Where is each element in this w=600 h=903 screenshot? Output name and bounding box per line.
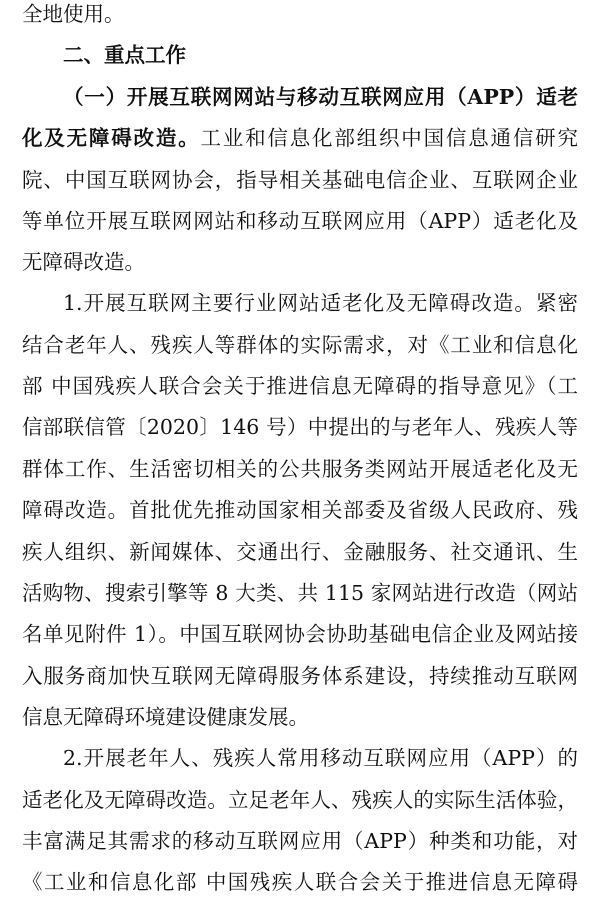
item-2-line: 2.开展老年人、残疾人常用移动互联网应用（APP）的 [63, 746, 578, 770]
body-line: 结合老年人、残疾人等群体的实际需求，对《工业和信息化 [22, 333, 578, 357]
body-line: 部 中国残疾人联合会关于推进信息无障碍的指导意见》（工 [22, 374, 578, 398]
paragraph-tail-line: 全地使用。 [22, 2, 125, 26]
body-line: 信部联信管〔2020〕146 号）中提出的与老年人、残疾人等 [22, 415, 578, 439]
subsection-heading-line-1: （一）开展互联网网站与移动互联网应用（APP）适老 [63, 85, 578, 109]
subsection-heading-continuation: 化及无障碍改造。 [22, 126, 201, 150]
body-line: 疾人组织、新闻媒体、交通出行、金融服务、社交通讯、生 [22, 540, 578, 564]
body-line: 名单见附件 1）。中国互联网协会协助基础电信企业及网站接 [22, 622, 578, 646]
body-line: 信息无障碍环境建设健康发展。 [22, 705, 309, 729]
body-line: 《工业和信息化部 中国残疾人联合会关于推进信息无障碍 [22, 870, 578, 894]
body-line: 无障碍改造。 [22, 250, 145, 274]
body-line: 活购物、搜索引擎等 8 大类、共 115 家网站进行改造（网站 [22, 581, 578, 605]
body-line: 丰富满足其需求的移动互联网应用（APP）种类和功能，对 [22, 829, 578, 853]
body-line: 适老化及无障碍改造。立足老年人、残疾人的实际生活体验， [22, 788, 578, 812]
item-1-line: 1.开展互联网主要行业网站适老化及无障碍改造。紧密 [63, 291, 578, 315]
body-line: 院、中国互联网协会，指导相关基础电信企业、互联网企业 [22, 168, 578, 192]
body-line: 入服务商加快互联网无障碍服务体系建设，持续推动互联网 [22, 664, 578, 688]
section-heading: 二、重点工作 [63, 43, 186, 67]
subsection-heading-line-2 [22, 118, 578, 158]
body-line: 等单位开展互联网网站和移动互联网应用（APP）适老化及 [22, 209, 578, 233]
body-line: 障碍改造。首批优先推动国家相关部委及省级人民政府、残 [22, 498, 578, 522]
body-text: 工业和信息化部组织中国信息通信研究 [200, 126, 578, 150]
body-line: 群体工作、生活密切相关的公共服务类网站开展适老化及无 [22, 457, 578, 481]
